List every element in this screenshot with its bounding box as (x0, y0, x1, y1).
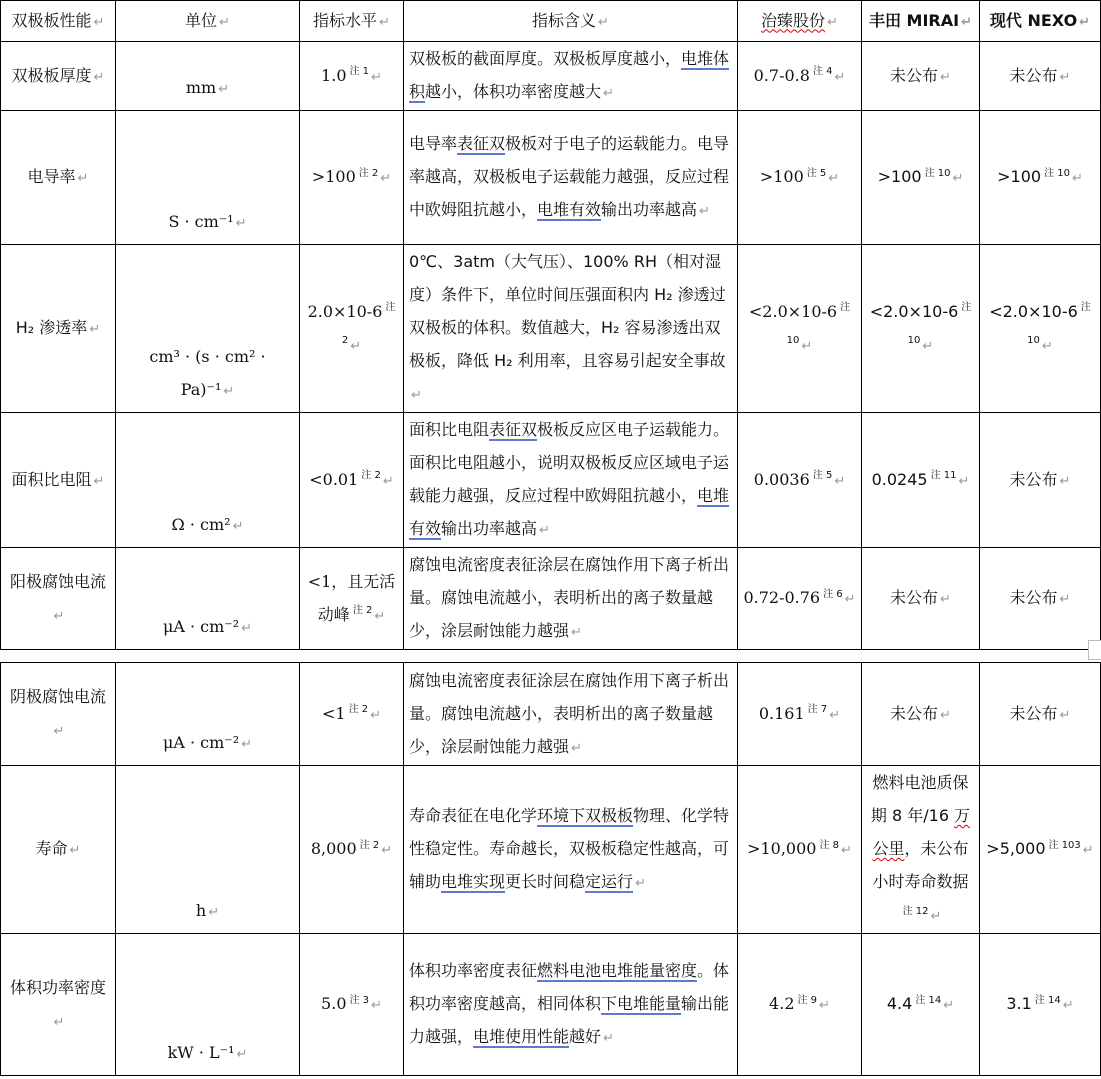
row-target-value: >100 (311, 167, 356, 186)
row-nexo-value: 未公布 (1009, 703, 1058, 723)
paragraph-mark: ↵ (1059, 69, 1071, 85)
row-zhizhen-value: 0.161 (758, 703, 805, 723)
paragraph-mark: ↵ (1059, 707, 1071, 723)
row-nexo-value: 未公布 (1009, 588, 1058, 607)
row-target (300, 42, 404, 111)
row-nexo (980, 663, 1101, 766)
paragraph-mark: ↵ (603, 1031, 614, 1046)
unit-value: μA · cm⁻² (162, 733, 240, 752)
row-mirai (862, 42, 980, 111)
paragraph-mark: ↵ (53, 1014, 65, 1030)
meaning-text: 物理、化学特性稳定性。寿命越长，双极板稳定性越高，可辅助 (409, 806, 730, 891)
footnote-ref: 注 4 (812, 66, 833, 78)
row-mirai-value: 4.4 (886, 994, 913, 1013)
meaning-text: 体积功率密度表征 (409, 961, 538, 980)
row-zhizhen-value: 0.72-0.76 (743, 588, 821, 607)
paragraph-mark: ↵ (940, 592, 951, 607)
row-mirai (862, 245, 980, 413)
paragraph-mark: ↵ (411, 388, 422, 403)
paragraph-mark: ↵ (1059, 592, 1071, 607)
row-zhizhen-value: <2.0×10-6 (748, 301, 838, 321)
footnote-ref: 注 103 (1048, 839, 1081, 851)
footnote-ref: 注 10 (786, 302, 851, 347)
paragraph-mark: ↵ (208, 905, 220, 920)
performance-name: 寿命 (35, 839, 68, 858)
bipolar-plate-table-part2 (0, 662, 1101, 1076)
row-zhizhen-value: >100 (759, 167, 804, 186)
row-target-value: <1 (321, 703, 346, 723)
row-unit (116, 934, 300, 1076)
row-mirai-value: >100 (877, 167, 922, 186)
footnote-ref: 注 5 (806, 167, 827, 179)
row-target-value: 5.0 (321, 994, 347, 1013)
meaning-text: 输出功率越高 (441, 519, 538, 538)
performance-name: 面积比电阻 (11, 469, 92, 489)
row-target-value: <1，且无活动峰 (307, 571, 396, 624)
paragraph-mark: ↵ (93, 69, 105, 85)
row-unit (116, 663, 300, 766)
meaning-text: 0℃、3atm（大气压）、100% RH（相对湿度）条件下，单位时间压强面积内 H₂ 渗透过双极板的体积。数值越大，H₂ 容易渗透出双极板，降低 H₂ 利用率，且容易引起安全事故 (409, 252, 726, 370)
paragraph-mark: ↵ (943, 998, 955, 1013)
footnote-ref: 注 10 (1027, 302, 1091, 347)
paragraph-mark: ↵ (1062, 998, 1074, 1013)
paragraph-mark: ↵ (952, 171, 964, 186)
footnote-ref: 注 14 (1034, 994, 1061, 1006)
paragraph-mark: ↵ (841, 843, 852, 858)
meaning-text: 表征双 (457, 134, 506, 153)
footnote-ref: 注 8 (819, 839, 840, 851)
meaning-text: 寿命表征在电化学 (409, 806, 538, 825)
row-target (300, 934, 404, 1076)
row-unit (116, 245, 300, 413)
row-meaning (404, 766, 738, 934)
row-zhizhen-value: >10,000 (747, 839, 817, 858)
spellcheck-underline: 万公里 (872, 806, 971, 858)
paragraph-mark: ↵ (1082, 843, 1094, 858)
row-target (300, 766, 404, 934)
row-zhizhen (738, 548, 862, 650)
meaning-text: 输出功率越高 (601, 200, 698, 219)
paragraph-mark: ↵ (922, 338, 934, 354)
row-meaning (404, 42, 738, 111)
row-performance-name (1, 413, 116, 548)
row-nexo (980, 934, 1101, 1076)
paragraph-mark: ↵ (1041, 338, 1053, 354)
paragraph-mark: ↵ (241, 737, 253, 752)
table-row (1, 413, 1101, 548)
paragraph-mark: ↵ (382, 473, 394, 489)
row-mirai (862, 111, 980, 245)
paragraph-mark: ↵ (236, 1047, 248, 1062)
paragraph-mark: ↵ (223, 384, 235, 399)
row-mirai (862, 766, 980, 934)
unit-value: S · cm⁻¹ (168, 212, 234, 231)
paragraph-mark: ↵ (77, 171, 89, 186)
row-performance-name (1, 766, 116, 934)
meaning-text: 腐蚀电流密度表征涂层在腐蚀作用下离子析出量。腐蚀电流越小，表明析出的离子数量越少，涂层耐蚀能力越强 (409, 555, 730, 640)
table-row (1, 111, 1101, 245)
row-mirai (862, 548, 980, 650)
footnote-ref: 注 2 (359, 839, 380, 851)
table-row (1, 934, 1101, 1076)
row-mirai-value: 0.0245 (871, 469, 928, 489)
paragraph-mark: ↵ (350, 338, 362, 354)
meaning-text: 极板反应区电子运载能力。面积比电阻越小，说明双极板反应区域电子运载能力越强，反应过程中欧姆阻抗越小， (409, 420, 730, 505)
paragraph-mark: ↵ (69, 843, 81, 858)
header-target: 指标水平 ↵ (300, 1, 404, 42)
row-performance-name (1, 42, 116, 111)
paragraph-mark: ↵ (89, 322, 101, 337)
row-performance-name (1, 663, 116, 766)
header-zhizhen: 治臻股份 ↵ (738, 1, 862, 42)
paragraph-mark: ↵ (930, 909, 942, 924)
unit-value: cm³ · (s · cm² · Pa)⁻¹ (149, 347, 266, 399)
row-zhizhen (738, 245, 862, 413)
meaning-text: 双极板的截面厚度。双极板厚度越小， (409, 49, 682, 68)
performance-name: 阳极腐蚀电流 (9, 571, 106, 591)
footnote-ref: 注 7 (807, 704, 828, 716)
meaning-text: 电堆有效 (409, 486, 730, 538)
meaning-text: 极板对于电子的运载能力。电导率越高，双极板电子运载能力越强，反应过程中欧姆阻抗越小， (409, 134, 730, 219)
row-target-value: 8,000 (310, 839, 357, 858)
row-target (300, 663, 404, 766)
paragraph-mark: ↵ (218, 82, 230, 97)
unit-value: kW · L⁻¹ (167, 1043, 235, 1062)
meaning-text: 越小，体积功率密度越大 (425, 82, 602, 101)
paragraph-mark: ↵ (371, 998, 382, 1013)
row-nexo (980, 548, 1101, 650)
paragraph-mark: ↵ (1059, 473, 1071, 489)
paragraph-mark: ↵ (635, 876, 646, 891)
paragraph-mark: ↵ (940, 69, 951, 85)
row-zhizhen (738, 413, 862, 548)
row-nexo-value: 未公布 (1009, 65, 1058, 85)
footnote-ref: 注 2 (348, 704, 369, 716)
performance-name: 电导率 (27, 167, 76, 186)
row-zhizhen (738, 766, 862, 934)
paragraph-mark: ↵ (603, 86, 614, 101)
meaning-text: 下电堆能量 (601, 994, 682, 1013)
row-nexo (980, 111, 1101, 245)
footnote-ref: 注 10 (924, 167, 951, 179)
meaning-text: 电堆体积 (409, 49, 730, 101)
paragraph-mark: ↵ (828, 171, 840, 186)
header-meaning: 指标含义 ↵ (404, 1, 738, 42)
meaning-text: 定运行 (585, 872, 634, 891)
meaning-text: 。体积功率密度越高，相同体积 (409, 961, 730, 1013)
paragraph-mark: ↵ (380, 171, 392, 186)
row-zhizhen (738, 42, 862, 111)
page-break-marker (1088, 640, 1101, 660)
row-zhizhen (738, 663, 862, 766)
row-performance-name (1, 245, 116, 413)
unit-value: μA · cm⁻² (162, 617, 240, 636)
meaning-text: 越好 (569, 1027, 602, 1046)
row-mirai-value: 燃料电池质保期 8 年/16 万公里，未公布小时寿命数据 (870, 773, 971, 891)
footnote-ref: 注 11 (930, 470, 957, 482)
row-zhizhen-value: 0.0036 (753, 469, 810, 489)
paragraph-mark: ↵ (829, 707, 841, 723)
paragraph-mark: ↵ (241, 621, 253, 636)
paragraph-mark: ↵ (232, 519, 244, 534)
footnote-ref: 注 2 (358, 167, 379, 179)
paragraph-mark: ↵ (958, 473, 970, 489)
row-nexo (980, 245, 1101, 413)
row-meaning (404, 111, 738, 245)
row-mirai-value: 未公布 (890, 703, 939, 723)
row-meaning (404, 548, 738, 650)
meaning-text: 电堆有效 (537, 200, 602, 219)
row-unit (116, 548, 300, 650)
paragraph-mark: ↵ (940, 707, 951, 723)
row-performance-name (1, 934, 116, 1076)
row-nexo (980, 413, 1101, 548)
unit-value: h (195, 901, 207, 920)
row-nexo-value: >5,000 (986, 839, 1046, 858)
row-zhizhen (738, 934, 862, 1076)
unit-value: Ω · cm² (171, 515, 231, 534)
paragraph-mark: ↵ (571, 625, 582, 640)
paragraph-mark: ↵ (235, 216, 247, 231)
paragraph-mark: ↵ (1071, 171, 1083, 186)
row-mirai (862, 934, 980, 1076)
paragraph-mark: ↵ (539, 523, 550, 538)
meaning-text: 燃料电池电堆能量密度 (537, 961, 698, 980)
row-target-value: 2.0×10-6 (307, 301, 383, 321)
table-row (1, 548, 1101, 650)
paragraph-mark: ↵ (699, 204, 710, 219)
paragraph-mark: ↵ (819, 998, 830, 1013)
page-break-gap (0, 650, 1101, 662)
header-nexo: 现代 NEXO ↵ (980, 1, 1101, 42)
row-meaning (404, 245, 738, 413)
footnote-ref: 注 2 (341, 302, 396, 347)
row-nexo-value: 未公布 (1009, 469, 1058, 489)
table-row (1, 245, 1101, 413)
row-mirai-value: 未公布 (890, 588, 939, 607)
header-unit: 单位 ↵ (116, 1, 300, 42)
table-row (1, 42, 1101, 111)
paragraph-mark: ↵ (381, 843, 393, 858)
row-zhizhen-value: 0.7-0.8 (753, 65, 810, 85)
footnote-ref: 注 2 (352, 605, 373, 617)
row-target-value: <0.01 (309, 469, 359, 489)
meaning-text: 电堆实现 (441, 872, 506, 891)
row-meaning (404, 663, 738, 766)
row-zhizhen-value: 4.2 (769, 994, 795, 1013)
paragraph-mark: ↵ (801, 338, 813, 354)
meaning-text: 电导率 (409, 134, 458, 153)
paragraph-mark: ↵ (571, 740, 582, 756)
row-nexo (980, 42, 1101, 111)
header-performance: 双极板性能 ↵ (1, 1, 116, 42)
footnote-ref: 注 10 (907, 302, 972, 347)
header-mirai: 丰田 MIRAI ↵ (862, 1, 980, 42)
performance-name: 体积功率密度 (9, 977, 106, 997)
row-unit (116, 766, 300, 934)
footnote-ref: 注 3 (349, 994, 370, 1006)
footnote-ref: 注 14 (915, 994, 942, 1006)
paragraph-mark: ↵ (53, 608, 65, 624)
meaning-text: 电堆使用性能 (473, 1027, 570, 1046)
paragraph-mark: ↵ (834, 473, 846, 489)
unit-value: mm (185, 78, 217, 97)
row-nexo-value: <2.0×10-6 (989, 301, 1078, 321)
meaning-text: 输出能力越强， (409, 994, 730, 1046)
row-target (300, 548, 404, 650)
row-meaning (404, 934, 738, 1076)
row-nexo (980, 766, 1101, 934)
footnote-ref: 注 6 (823, 588, 843, 600)
footnote-ref: 注 9 (797, 994, 818, 1006)
paragraph-mark: ↵ (371, 69, 382, 85)
performance-name: H₂ 渗透率 (15, 318, 88, 337)
performance-name: 双极板厚度 (11, 65, 92, 85)
row-performance-name (1, 111, 116, 245)
footnote-ref: 注 5 (812, 470, 833, 482)
paragraph-mark: ↵ (834, 69, 846, 85)
row-mirai (862, 663, 980, 766)
row-unit (116, 111, 300, 245)
row-mirai-value: 未公布 (890, 65, 939, 85)
meaning-text: 腐蚀电流密度表征涂层在腐蚀作用下离子析出量。腐蚀电流越小，表明析出的离子数量越少，涂层耐蚀能力越强 (409, 670, 730, 756)
footnote-ref: 注 10 (1044, 167, 1070, 179)
row-mirai (862, 413, 980, 548)
row-target (300, 245, 404, 413)
meaning-text: 环境下双极板 (537, 806, 634, 825)
paragraph-mark: ↵ (370, 707, 382, 723)
footnote-ref: 注 12 (902, 905, 929, 917)
paragraph-mark: ↵ (374, 608, 386, 624)
row-target (300, 111, 404, 245)
paragraph-mark: ↵ (53, 724, 65, 739)
paragraph-mark: ↵ (93, 473, 105, 489)
performance-name: 阴极腐蚀电流 (9, 687, 106, 706)
row-target-value: 1.0 (321, 65, 347, 85)
row-nexo-value: >100 (997, 167, 1042, 186)
table-header-row (1, 1, 1101, 42)
row-unit (116, 42, 300, 111)
row-unit (116, 413, 300, 548)
row-zhizhen (738, 111, 862, 245)
table-row (1, 766, 1101, 934)
row-performance-name (1, 548, 116, 650)
row-nexo-value: 3.1 (1006, 994, 1032, 1013)
row-meaning (404, 413, 738, 548)
meaning-text: 面积比电阻 (409, 420, 490, 439)
table-row (1, 663, 1101, 766)
footnote-ref: 注 1 (349, 66, 370, 78)
row-mirai-value: <2.0×10-6 (869, 301, 959, 321)
footnote-ref: 注 2 (361, 470, 381, 482)
paragraph-mark: ↵ (844, 592, 856, 607)
meaning-text: 更长时间稳 (505, 872, 586, 891)
meaning-text: 表征双 (489, 420, 538, 439)
row-target (300, 413, 404, 548)
